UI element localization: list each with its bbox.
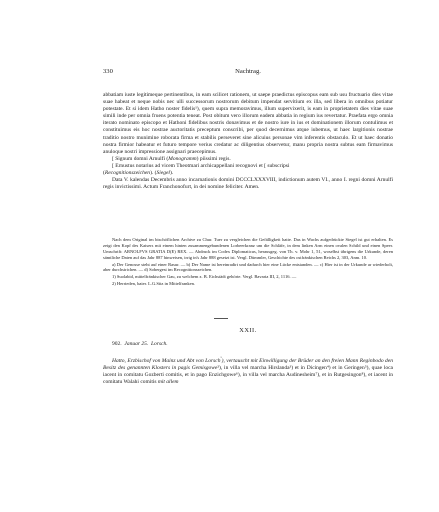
date-year: 902. [112, 341, 122, 347]
seal-note: Siegel [156, 170, 170, 177]
dating-clause: Data V. kalendas Decembris anno incarnationis domini DCCCLXXXVIII, indictionum autem VI., anno I. regni domni Arnulfi regis invictissimi. Actum Franchonofurt, in dei nomine feliciter. Amen. [103, 177, 393, 191]
source-note: Nach dem Original im bischöflichen Archive zu Chur. Tuer zu vergleichen die Gefälligkeit hatte. Das in Wachs aufgedrückte Siegel ist gut erhalten. Es zeigt den Kopf des Kaisers mit einem hinten zusammengebundenen Lorbeerkranz um die Schläfe, in dem linken Arm einen ovalen Schild und einen Speer. Umschrift: ARNOLFVS GRATIA D(E) REX. — Abdruck im Codex Diplomaticus, herausgeg. von Th. v. Mohr 1, 51, woselbst übrigens die Urkunde, deren sämtliche Daten auf das Jahr 887 hinweisen, irrig in's Jahr 888 gesetzt ist. Vergl. Dümmler, Geschichte des ostfränkischen Reichs 2, 303, Anm. 10. [103, 237, 393, 260]
notes-block [103, 237, 393, 288]
summary-rest: ²), in villa vel marcha Hirslanda³) et in Dicingen⁴) et in Geringen⁵), quae loca iacent in comitatu Gozberti comitis, et in pago Enzichgowe⁶), in villa vel marcha Audinesheim⁷), et in Rutgesingon⁸), et iacent in comitatu Walahi comitis [103, 365, 394, 386]
recognition-end: ). [169, 170, 174, 177]
paren-open: ( [103, 170, 105, 177]
section-summary [103, 355, 393, 387]
recognition-text: Ernustus notarius ad vicem Theotmari archicappellani recognovi et [ subscripsi [115, 162, 290, 169]
running-head: Nachtrag. [235, 68, 261, 75]
monogram-note: Monogramm [168, 155, 197, 162]
date-place: Lorsch. [150, 341, 168, 347]
footnote-2: 2) Herrieden, baier. L.G.Sitz in Mittelfranken. [112, 281, 195, 287]
summary-italic-2: ), vertauscht mit Einwilligung der Brüder an den freien Mann Reginbodo den Besitz des genannten Klosters in pagis Gemisgowe [103, 357, 393, 372]
recognition-sign-note: Recognitionszeichen [104, 170, 151, 177]
signum-line: [ Signum domni Arnulfi (Monogramm) piissimi regis. [112, 155, 231, 162]
footnote-a: a) Der Genosse steht auf einer Rasur. — b) Der Name ist hereinradirt und dadurch hier eine Lücke entstanden. — c) Hier ist in der Urkunde ar wiederholt, aber durchstrichen. — d) Sobergest im Recognitionszeichen. [103, 261, 393, 273]
section-divider [214, 318, 228, 319]
recognition-mid: ). [150, 170, 155, 177]
date-day: Januar 25. [124, 341, 149, 347]
summary-sup-1: ¹ [220, 356, 222, 360]
summary-end: mit allem [157, 379, 179, 386]
page-number: 330 [103, 68, 113, 75]
section-number: XXII. [239, 327, 257, 334]
signum-prefix: Signum domni Arnulfi ( [115, 155, 169, 162]
charter-paragraph: abbatiam iuste legitimeque pertinentibus, in eam scilicet rationem, ut saepe praedictus episcopus eam sub usu fructuario dies vitae suae habeat et neque nobis nec ulli successorum nostrorum debitum impendat servitium ex illa, sed libera in omnibus potiatur potestate. Et si idem Hatho noster fidelis¹), quem supra memoravimus, illum supervixerit, is eam in proprietatem dies vitae suae simili inde per omnia fruens potentia teneat. Post obitum vero illorum eadem abbatia in regium ius revertatur. Praefata ergo omnia iterato nominato episcopo et Hathoni fidelibus nostris donavimus et de nostro iure in ius et dominationem illorum contulimus et constituimus eis hoc nostrae auctoritatis preceptum conscribi, per quod decernimus atque iubemus, ut haec largitionis nostrae traditio nostro munimine roborata firma et stabilis perseveret sine alicuius personae vim inferentis obstaculo. Et ut haec donatio nostra firmior habeatur et futuro tempore verius credatur ac diligentius observetur, manu propria nostra subtus eam firmavimus anuloque nostri impressione assignari praecepimus. [103, 92, 393, 155]
charter-text [103, 92, 393, 191]
page-header [103, 68, 393, 80]
footnote-1: 1) Suolabid, mittelfränkischer Gau, zu welchem z. B. Eichstädt gehörte. Vergl. Bavaria III, 2, 1116. — [112, 274, 297, 280]
recognition-sign-line: (Recognitionszeichen). (Siegel). [103, 170, 174, 177]
summary-italic-1: Hatto, Erzbischof von Mainz und Abt von Lorsch [112, 357, 221, 364]
section-date-line [103, 341, 393, 347]
recognition-line: [ Ernustus notarius ad vicem Theotmari archicappellani recognovi et [ subscripsi [112, 162, 290, 169]
signum-suffix: ) piissimi regis. [196, 155, 231, 162]
